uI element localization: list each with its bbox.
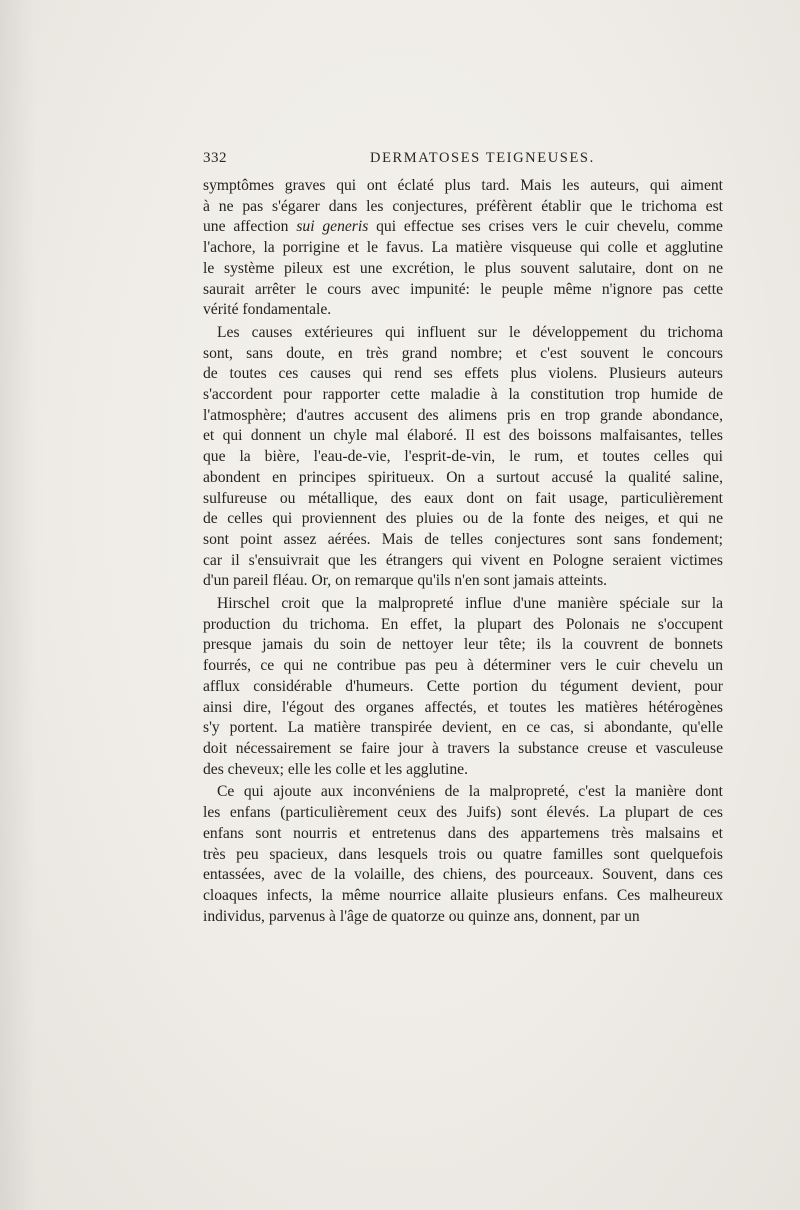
text-line: doit nécessairement se faire jour à travers la substance creuse et vasculeuse (203, 739, 723, 757)
body-text (203, 176, 723, 929)
text-line: enfans sont nourris et entretenus dans des appartemens très malsains et (203, 824, 723, 842)
paragraph (203, 782, 723, 927)
text-line: que la bière, l'eau-de-vie, l'esprit-de-vin, le rum, et toutes celles qui (203, 448, 723, 466)
text-line: ainsi dire, l'égout des organes affectés, et toutes les matières hétérogènes (203, 698, 723, 716)
paragraph (203, 594, 723, 780)
italic-term: sui generis (296, 218, 369, 236)
text-line: individus, parvenus à l'âge de quatorze ou quinze ans, donnent, par un (203, 907, 640, 925)
text-segment: une affection (203, 218, 297, 236)
text-line: car il s'ensuivrait que les étrangers qui vivent en Pologne seraient victimes (203, 551, 723, 569)
page-number: 332 (203, 150, 227, 166)
text-line: vérité fondamentale. (203, 301, 332, 319)
text-line: de celles qui proviennent des pluies ou de la fonte des neiges, et qui ne (203, 510, 723, 528)
text-line: entassées, avec de la volaille, des chiens, des pourceaux. Souvent, dans ces (203, 866, 723, 884)
text-line: Ce qui ajoute aux inconvéniens de la malpropreté, c'est la manière dont (217, 783, 723, 801)
running-head (203, 150, 723, 172)
text-line: de toutes ces causes qui rend ses effets plus violens. Plusieurs auteurs (203, 365, 723, 383)
text-line: et qui donnent un chyle mal élaboré. Il est des boissons malfaisantes, telles (203, 427, 723, 445)
paragraph (203, 176, 723, 321)
text-line: sont, sans doute, en très grand nombre; et c'est souvent le concours (203, 344, 723, 362)
text-line: cloaques infects, la même nourrice allaite plusieurs enfans. Ces malheureux (203, 886, 723, 904)
text-line: Les causes extérieures qui influent sur le développement du trichoma (217, 323, 723, 341)
text-line: sulfureuse ou métallique, des eaux dont on fait usage, particulièrement (203, 489, 723, 507)
text-line: s'y portent. La matière transpirée devient, en ce cas, si abondante, qu'elle (203, 719, 723, 737)
text-line: fourrés, ce qui ne contribue pas peu à déterminer vers le cuir chevelu un (203, 657, 723, 675)
text-line: le système pileux est une excrétion, le plus souvent salutaire, dont on ne (203, 259, 723, 277)
text-line: presque jamais du soin de nettoyer leur tête; ils la couvrent de bonnets (203, 636, 723, 654)
text-line: à ne pas s'égarer dans les conjectures, préfèrent établir que le trichoma est (203, 197, 723, 215)
text-line: sont point assez aérées. Mais de telles conjectures sont sans fondement; (203, 530, 723, 548)
text-line: l'atmosphère; d'autres accusent des alimens pris en trop grande abondance, (203, 406, 723, 424)
text-line: symptômes graves qui ont éclaté plus tard. Mais les auteurs, qui aiment (203, 177, 723, 194)
text-line (203, 217, 723, 238)
text-line: les enfans (particulièrement ceux des Juifs) sont élevés. La plupart de ces (203, 804, 723, 822)
text-line: production du trichoma. En effet, la plupart des Polonais ne s'occupent (203, 615, 723, 633)
text-line: très peu spacieux, dans lesquels trois ou quatre familles sont quelquefois (203, 845, 723, 863)
text-line: Hirschel croit que la malpropreté influe d'une manière spéciale sur la (217, 595, 723, 613)
paragraph (203, 323, 723, 592)
text-line: l'achore, la porrigine et le favus. La matière visqueuse qui colle et agglutine (203, 239, 723, 257)
running-title: DERMATOSES TEIGNEUSES. (370, 150, 595, 166)
text-line: saurait arrêter le cours avec impunité: le peuple même n'ignore pas cette (203, 280, 723, 298)
text-segment: qui effectue ses crises vers le cuir chevelu, comme (368, 218, 723, 236)
text-line: afflux considérable d'humeurs. Cette portion du tégument devient, pour (203, 677, 723, 695)
text-line: d'un pareil fléau. Or, on remarque qu'ils n'en sont jamais atteints. (203, 572, 608, 590)
text-line: s'accordent pour rapporter cette maladie à la constitution trop humide de (203, 386, 723, 404)
text-line: abondent en principes spiritueux. On a surtout accusé la qualité saline, (203, 468, 723, 486)
text-line: des cheveux; elle les colle et les agglutine. (203, 760, 468, 778)
